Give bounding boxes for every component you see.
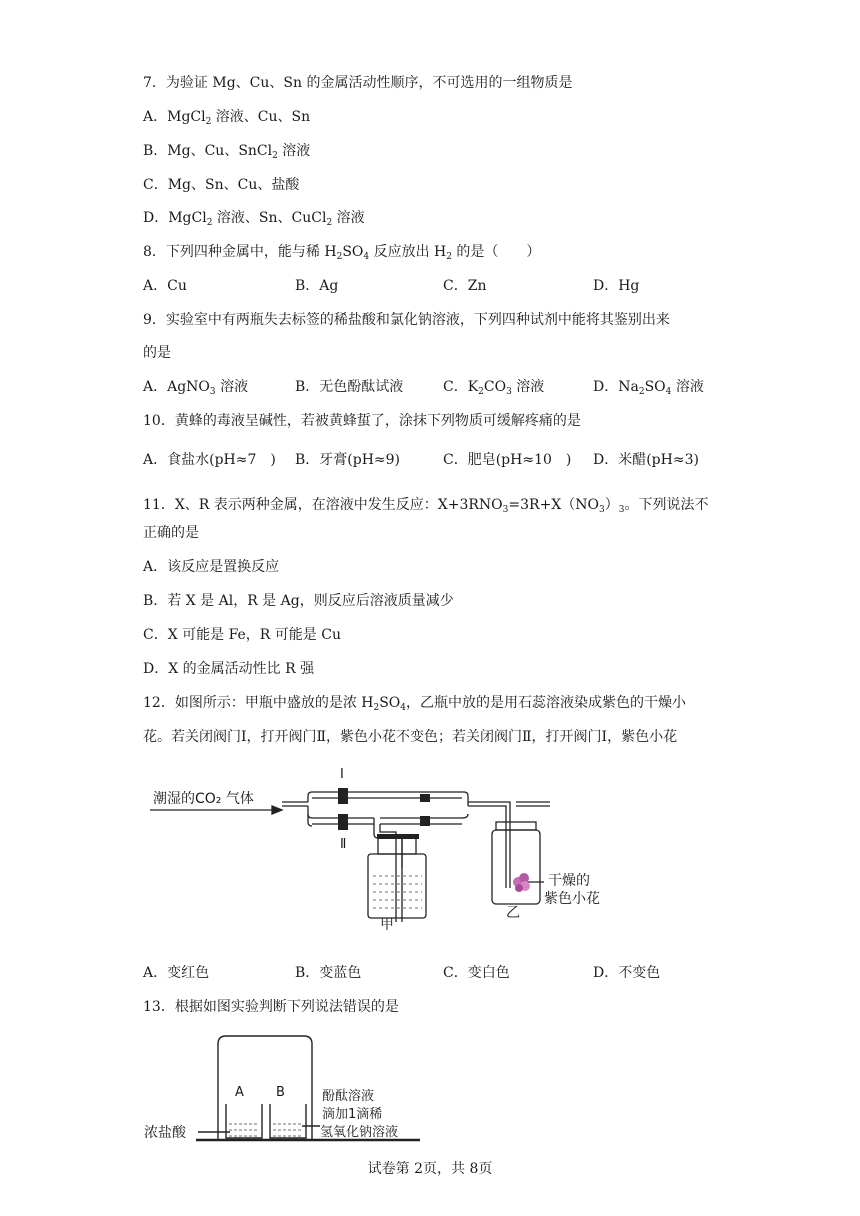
q13-apparatus-figure [180, 1030, 440, 1150]
q12-option-c: C．变白色 [443, 965, 510, 981]
q11-option-a: A．该反应是置换反应 [143, 559, 280, 575]
q12-option-d: D．不变色 [593, 965, 661, 981]
q12-apparatus-figure [140, 758, 620, 938]
q9-stem-line2: 的是 [143, 345, 171, 361]
q12-option-b: B．变蓝色 [295, 965, 362, 981]
q13-beaker-a-label: A [235, 1085, 244, 1100]
q13-drop-label: 滴加1滴稀 [322, 1107, 383, 1122]
q13-hcl-label: 浓盐酸 [144, 1125, 186, 1141]
q10-option-c: C．肥皂(pH≈10 ) [443, 452, 572, 468]
purple-flower-icon [513, 873, 530, 892]
q13-beaker-b-label: B [276, 1085, 285, 1100]
q12-option-a: A．变红色 [143, 965, 210, 981]
q10-option-b: B．牙膏(pH≈9) [295, 452, 401, 468]
q11-option-c: C．X 可能是 Fe，R 可能是 Cu [143, 627, 341, 643]
q7-option-b: B．Mg、Cu、SnCl$_2$ 溶液 [143, 143, 311, 161]
q7-option-d: D．MgCl$_2$ 溶液、Sn、CuCl$_2$ 溶液 [143, 210, 365, 228]
page-footer: 试卷第 2页，共 8页 [367, 1161, 493, 1177]
q11-stem-line1: 11．X、R 表示两种金属，在溶液中发生反应：$X+3RNO_3=3R+X(NO_3)_3$。下列说法不 [143, 497, 709, 515]
q8-option-c: C．Zn [443, 278, 487, 294]
q10-stem: 10．黄蜂的毒液呈碱性，若被黄蜂蜇了，涂抹下列物质可缓解疼痛的是 [143, 413, 581, 429]
q8-option-b: B．Ag [295, 278, 339, 294]
q9-option-a: A．AgNO$_3$ 溶液 [143, 379, 249, 397]
q12-stem-line2: 花。若关闭阀门Ⅰ，打开阀门Ⅱ，紫色小花不变色；若关闭阀门Ⅱ，打开阀门Ⅰ，紫色小花 [143, 729, 678, 745]
q12-bottle-yi-label: 乙 [506, 905, 520, 921]
q12-valve-2-label: Ⅱ [340, 837, 347, 852]
q10-option-d: D．米醋(pH≈3) [593, 452, 699, 468]
q12-bottle-jia-label: 甲 [380, 917, 394, 933]
q7-option-a: A．MgCl$_2$ 溶液、Cu、Sn [143, 109, 311, 127]
q9-stem-line1: 9．实验室中有两瓶失去标签的稀盐酸和氯化钠溶液，下列四种试剂中能将其鉴别出来 [143, 312, 670, 328]
q12-stem-line1: 12．如图所示：甲瓶中盛放的是浓 $H_2SO_4$，乙瓶中放的是用石蕊溶液染成紫色的干燥小 [143, 695, 687, 713]
q12-flower-label-1: 干燥的 [548, 873, 590, 889]
q11-option-d: D．X 的金属活动性比 R 强 [143, 661, 315, 677]
q9-option-b: B．无色酚酞试液 [295, 379, 404, 395]
q7-stem: 7．为验证 Mg、Cu、Sn 的金属活动性顺序，不可选用的一组物质是 [143, 75, 573, 91]
q12-gas-label: 潮湿的CO₂ 气体 [153, 791, 254, 807]
q9-option-d: D．$Na_2SO_4$ 溶液 [593, 379, 704, 397]
q10-option-a: A．食盐水(pH≈7 ) [143, 452, 276, 468]
q8-option-a: A．Cu [143, 278, 187, 294]
q11-stem-line2: 正确的是 [143, 525, 199, 541]
q13-stem: 13．根据如图实验判断下列说法错误的是 [143, 999, 399, 1015]
q8-option-d: D．Hg [593, 278, 640, 294]
q13-naoh-label: 氢氧化钠溶液 [320, 1125, 399, 1140]
q12-flower-label-2: 紫色小花 [544, 891, 600, 907]
q7-option-c: C．Mg、Sn、Cu、盐酸 [143, 177, 300, 193]
q9-option-c: C．$K_2CO_3$ 溶液 [443, 379, 545, 397]
q13-phenol-label: 酚酞溶液 [322, 1089, 375, 1104]
q8-stem: 8．下列四种金属中，能与稀 $H_2SO_4$ 反应放出 $H_2$ 的是（ ） [143, 244, 541, 262]
q11-option-b: B．若 X 是 Al，R 是 Ag，则反应后溶液质量减少 [143, 593, 454, 609]
q12-valve-1-label: Ⅰ [340, 767, 344, 782]
